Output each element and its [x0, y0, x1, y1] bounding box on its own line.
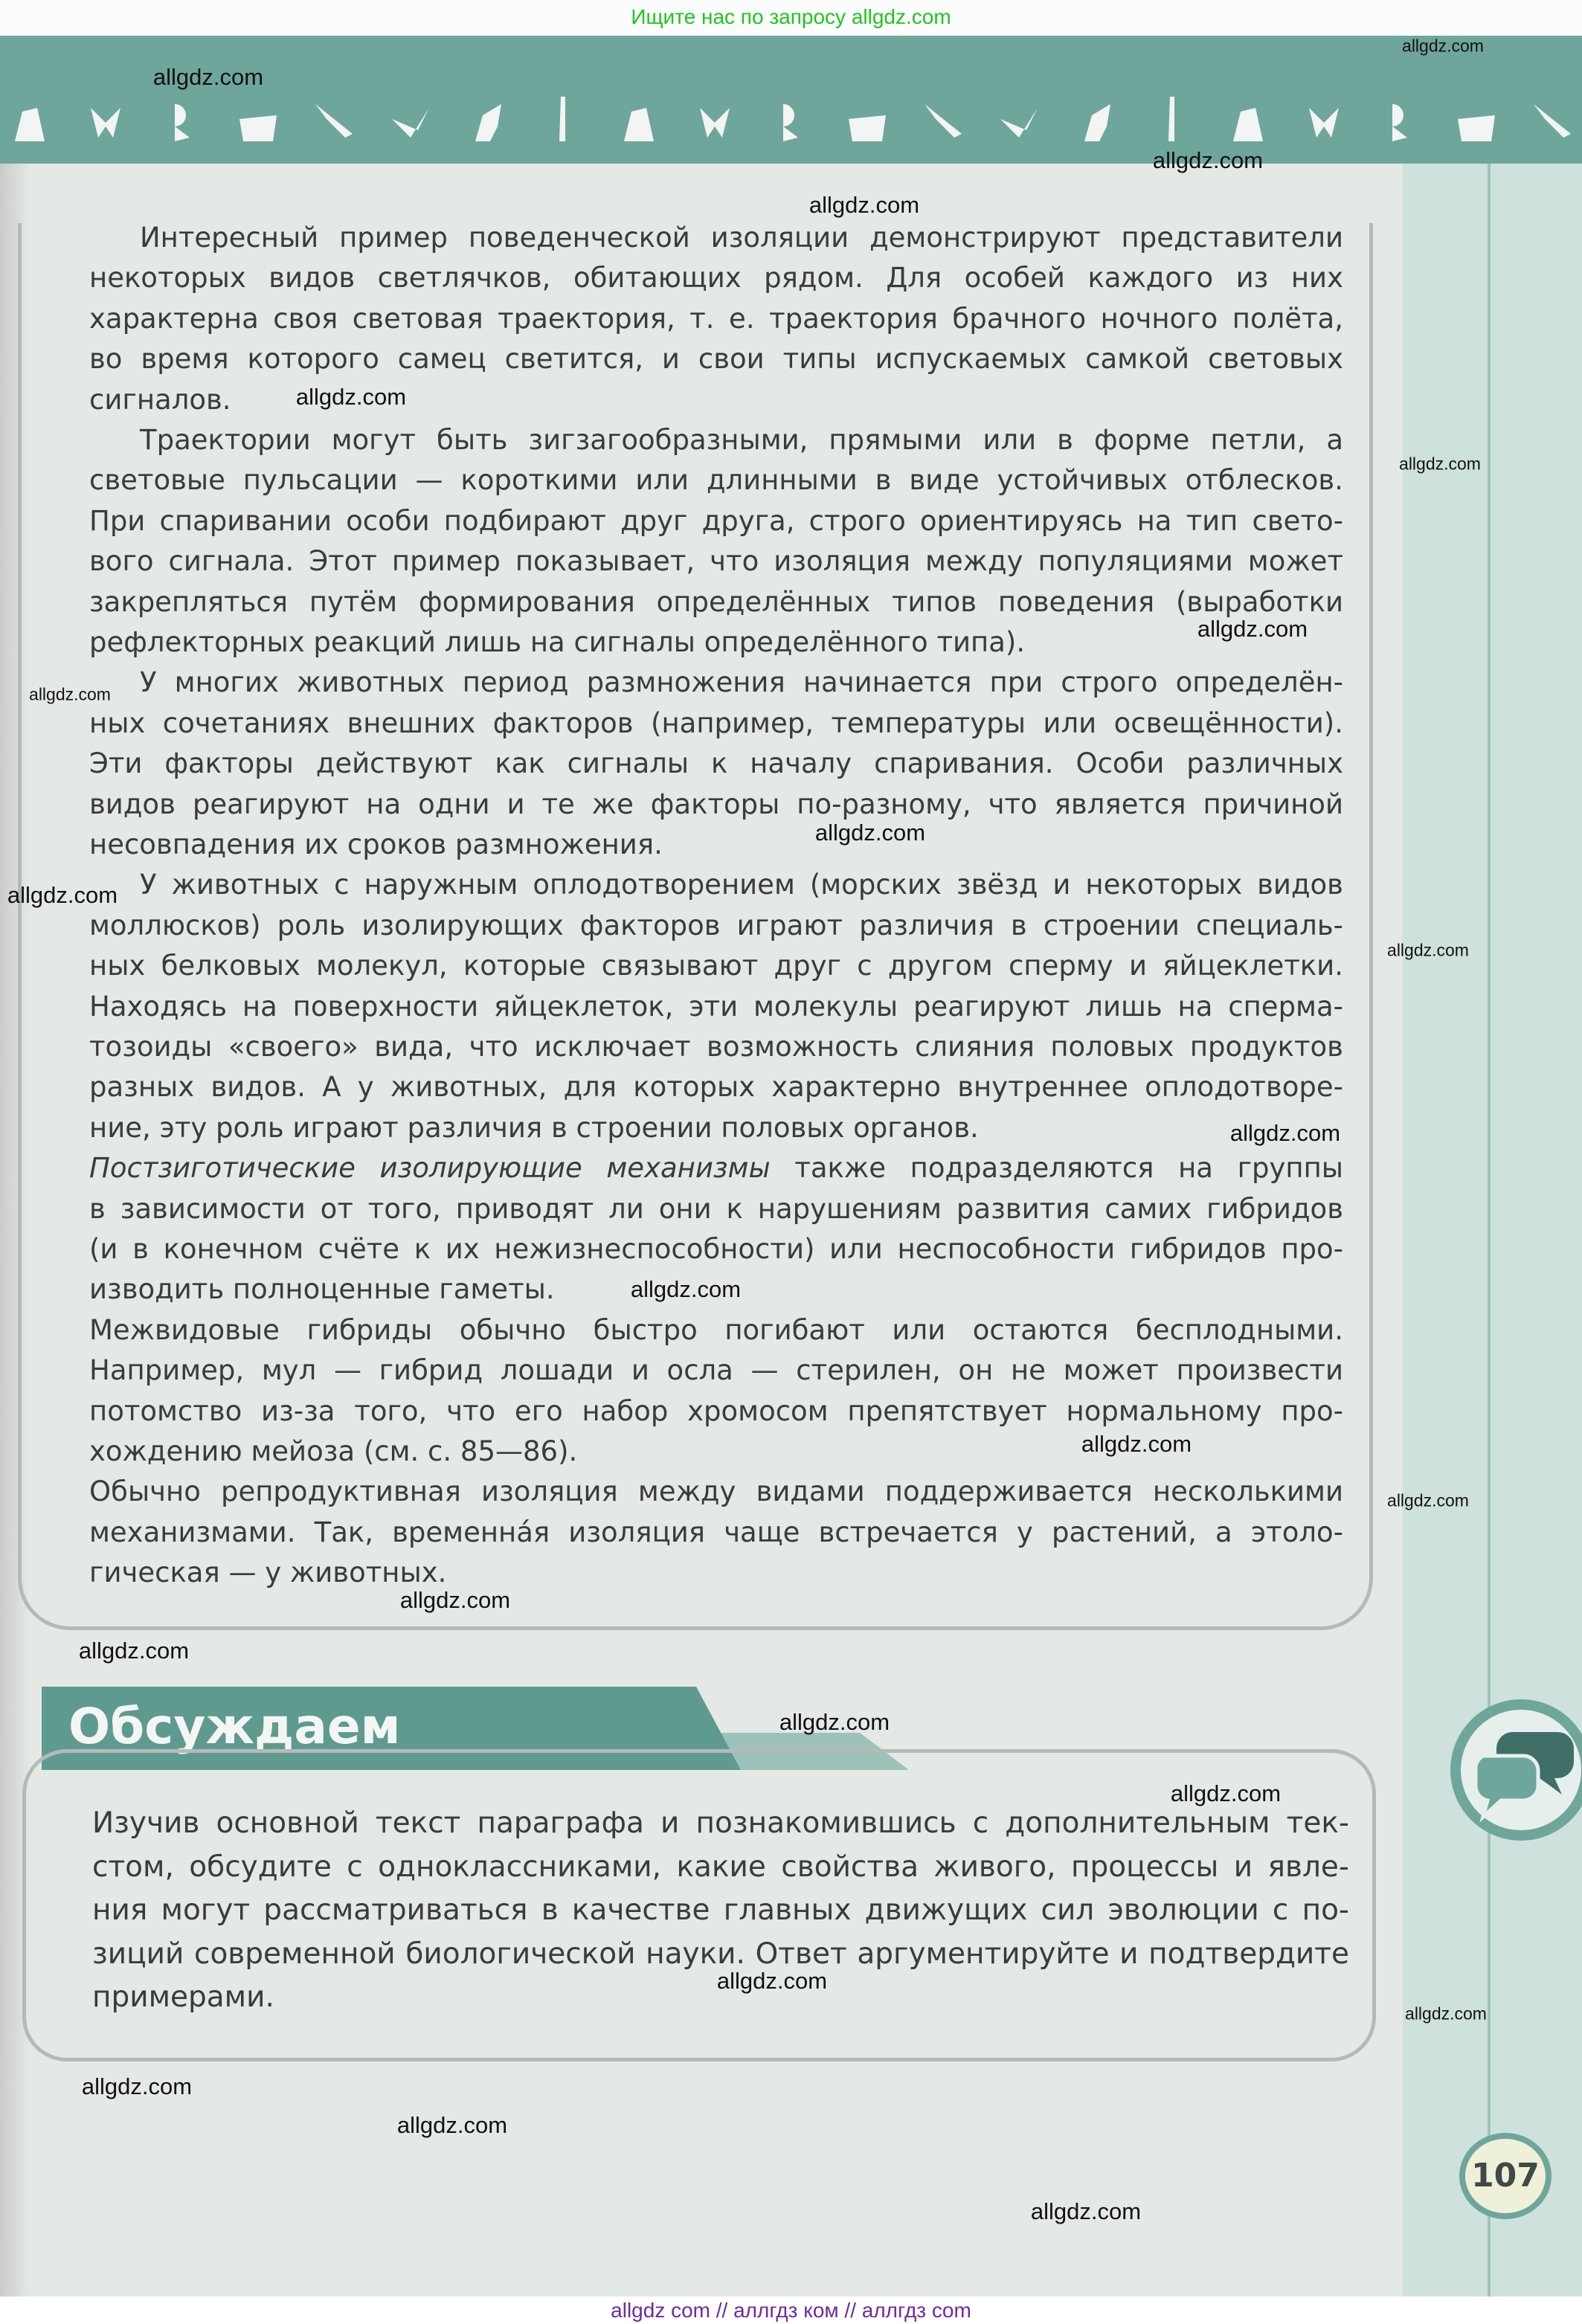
animal-silhouette-icon: [540, 97, 585, 149]
text-line: (и в конечном счёте к их нежизнеспособности) или неспособности гибридов про-: [89, 1233, 1343, 1265]
text-line: разных видов. А у животных, для которых характерно внутреннее оплодотворе-: [89, 1071, 1343, 1104]
discuss-title: Обсуждаем: [68, 1698, 401, 1755]
text-span: также подразделяются на группы: [770, 1152, 1343, 1185]
right-margin-panel: [1403, 164, 1582, 2298]
animal-silhouette-icon: [617, 97, 661, 149]
animal-silhouette-icon: [1149, 97, 1194, 149]
text-line: вого сигнала. Этот пример показывает, что изоляция между популяциями может: [89, 545, 1343, 578]
text-line: Находясь на поверхности яйцеклеток, эти молекулы реагируют лишь на сперма-: [89, 990, 1343, 1023]
discuss-line: зиций современной биологической науки. Ответ аргументируйте и подтвердите: [92, 1937, 1349, 1971]
text-line: световые пульсации — короткими или длинными в виде устойчивых отблесков.: [89, 464, 1343, 497]
text-line: видов реагируют на одни и те же факторы по-разному, что является причиной: [89, 788, 1343, 820]
text-line: изводить полноценные гаметы.: [89, 1273, 555, 1306]
watermark: allgdz.com: [152, 64, 264, 90]
watermark: allgdz.com: [399, 1587, 511, 1613]
animal-silhouette-icon: [997, 97, 1041, 149]
watermark: allgdz.com: [29, 684, 111, 704]
text-line: гическая — у животных.: [89, 1557, 447, 1589]
speech-bubbles-icon: [1450, 1699, 1582, 1841]
discuss-line: стом, обсудите с одноклассниками, какие свойства живого, процессы и явле-: [92, 1850, 1349, 1884]
text-line: несовпадения их сроков размножения.: [89, 828, 663, 860]
watermark: allgdz.com: [716, 1968, 828, 1994]
watermark: allgdz.com: [1081, 1431, 1192, 1457]
watermark: allgdz.com: [81, 2073, 193, 2099]
watermark: allgdz.com: [7, 882, 118, 908]
page-number: 107: [1459, 2133, 1552, 2219]
bottom-banner: allgdz com // аллгдз ком // аллгдз com: [0, 2296, 1582, 2324]
text-line: потомство из-за того, что его набор хромосом препятствует нормальному про-: [89, 1394, 1343, 1427]
animal-silhouette-icon: [236, 97, 280, 149]
text-line: У животных с наружным оплодотворением (морских звёзд и некоторых видов: [140, 869, 1343, 901]
watermark: allgdz.com: [1152, 147, 1264, 173]
watermark: allgdz.com: [1399, 454, 1481, 474]
animal-silhouette-icon: [845, 97, 890, 149]
watermark: allgdz.com: [1197, 616, 1308, 642]
top-banner: Ищите нас по запросу allgdz.com: [0, 0, 1582, 36]
animal-silhouette-icon: [7, 97, 52, 149]
animal-silhouettes-row: [0, 97, 1582, 149]
watermark: allgdz.com: [808, 192, 920, 218]
animal-silhouette-icon: [1226, 97, 1270, 149]
discuss-line: Изучив основной текст параграфа и познакомившись с дополнительным тек-: [92, 1806, 1349, 1840]
animal-silhouette-icon: [1530, 97, 1575, 149]
text-line: сигналов.: [89, 383, 231, 416]
animal-silhouette-icon: [83, 97, 128, 149]
text-line: моллюсков) роль изолирующих факторов играют различия в строении специаль-: [89, 909, 1343, 941]
text-line: Интересный пример поведенческой изоляции демонстрируют представители: [140, 222, 1343, 254]
text-line: [89, 1150, 1343, 1187]
watermark: allgdz.com: [779, 1709, 890, 1735]
watermark: allgdz.com: [814, 820, 926, 846]
discuss-line: примерами.: [92, 1980, 274, 2014]
text-line: При спаривании особи подбирают друг друга, строго ориентируясь на тип свето-: [89, 504, 1343, 537]
text-line: Например, мул — гибрид лошади и осла — стерилен, он не может произвести: [89, 1354, 1343, 1387]
watermark: allgdz.com: [1170, 1780, 1282, 1806]
text-line: Траектории могут быть зигзагообразными, прямыми или в форме петли, а: [140, 424, 1343, 456]
text-line: тозоиды «своего» вида, что исключает возможность слияния половых продуктов: [89, 1031, 1343, 1063]
watermark: allgdz.com: [396, 2112, 508, 2138]
animal-silhouette-icon: [1302, 97, 1346, 149]
text-line: ных белковых молекул, которые связывают друг с другом сперму и яйцеклетки.: [89, 950, 1343, 982]
animal-silhouette-icon: [768, 97, 813, 149]
watermark: allgdz.com: [1405, 2003, 1487, 2024]
watermark: allgdz.com: [295, 384, 407, 410]
animal-silhouette-icon: [1454, 97, 1499, 149]
watermark: allgdz.com: [1229, 1120, 1341, 1146]
text-line: во время которого самец светится, и свои типы испускаемых самкой световых: [89, 343, 1343, 376]
text-line: рефлекторных реакций лишь на сигналы определённого типа).: [89, 626, 1026, 658]
text-line: механизмами. Так, временна́я изоляция чаще встречается у растений, а этоло-: [89, 1516, 1343, 1548]
text-line: ние, эту роль играют различия в строении половых органов.: [89, 1111, 979, 1144]
text-line: закрепляться путём формирования определённых типов поведения (выработки: [89, 585, 1343, 618]
watermark: allgdz.com: [1387, 1490, 1469, 1510]
text-line: У многих животных период размножения начинается при строго определён-: [140, 666, 1343, 699]
text-line: характерна своя световая траектория, т. е. траектория брачного ночного полёта,: [89, 302, 1343, 335]
discuss-line: ния могут рассматриваться в качестве главных движущих сил эволюции с по-: [92, 1893, 1349, 1927]
text-line: Обычно репродуктивная изоляция между видами поддерживается несколькими: [89, 1475, 1343, 1508]
animal-silhouette-icon: [464, 97, 509, 149]
text-line: в зависимости от того, приводят ли они к нарушениям развития самих гибридов: [89, 1192, 1343, 1225]
animal-silhouette-icon: [160, 97, 205, 149]
animal-silhouette-icon: [921, 97, 965, 149]
animal-silhouette-icon: [1377, 97, 1422, 149]
animal-silhouette-icon: [692, 97, 737, 149]
watermark: allgdz.com: [78, 1638, 190, 1664]
italic-term: Постзиготические изолирующие механизмы: [89, 1152, 771, 1185]
text-line: хождению мейоза (см. с. 85—86).: [89, 1435, 578, 1467]
watermark: allgdz.com: [1387, 940, 1469, 960]
text-line: Межвидовые гибриды обычно быстро погибают или остаются бесплодными.: [89, 1313, 1343, 1346]
animal-silhouette-icon: [312, 97, 356, 149]
text-line: Эти факторы действуют как сигналы к началу спаривания. Особи различных: [89, 747, 1343, 780]
text-line: ных сочетаниях внешних факторов (например, температуры или освещённости).: [89, 706, 1343, 739]
watermark: allgdz.com: [630, 1276, 742, 1302]
margin-divider: [1488, 164, 1491, 2298]
text-line: некоторых видов светлячков, обитающих рядом. Для особей каждого из них: [89, 262, 1343, 294]
animal-silhouette-icon: [388, 97, 433, 149]
animal-silhouette-icon: [1073, 97, 1118, 149]
watermark: allgdz.com: [1030, 2198, 1142, 2224]
watermark: allgdz.com: [1402, 36, 1484, 56]
